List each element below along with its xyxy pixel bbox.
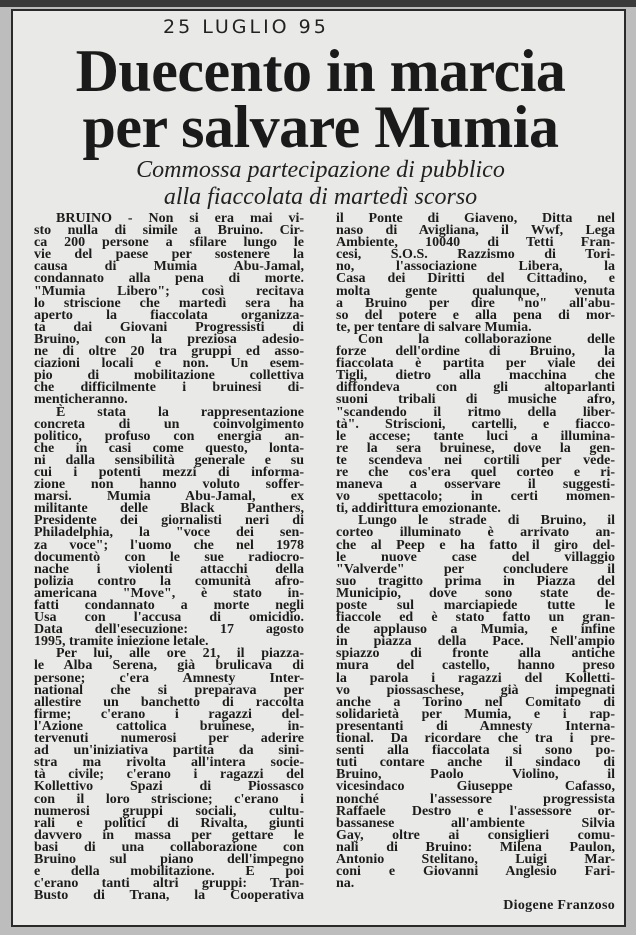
text-line: marsi. Mumia Abu-Jamal, ex <box>34 489 304 505</box>
text-line: davvero in massa per gettare le <box>34 827 304 843</box>
newspaper-clipping <box>11 9 626 927</box>
text-line: nonché l'assessore progressista <box>336 791 615 807</box>
text-line: te scendeva nei cortili per vede- <box>336 452 615 468</box>
text-line: re che cos'era quel corteo e ri- <box>336 464 615 480</box>
article-paragraph <box>336 331 615 517</box>
text-line: national che si preparava per <box>34 682 304 698</box>
text-line: Kollettivo Spazi di Piossasco <box>34 779 304 795</box>
text-line: che difficilmente i bruinesi di- <box>34 380 304 396</box>
subheadline-line: Commossa partecipazione di pubblico <box>136 157 505 183</box>
text-line: che in casi come questo, lonta- <box>34 440 304 456</box>
text-line: che al Peep e ha fatto il giro del- <box>336 537 615 553</box>
text-line: Bruino sul piano dell'impegno <box>34 851 304 867</box>
text-line: americana "Move", è stato in- <box>34 585 304 601</box>
text-line: tà civile; c'erano i ragazzi del <box>34 767 304 783</box>
text-line: ni dalla sensibilità generale e su <box>34 452 304 468</box>
text-line: in piazza della Pace. Nell'ampio <box>336 634 615 650</box>
text-line: Tigli, dietro alla macchina che <box>336 368 615 384</box>
text-line: nache i violenti attacchi della <box>34 561 304 577</box>
text-line: 1995, tramite iniezione letale. <box>34 634 209 650</box>
text-line: basi di una collaborazione con <box>34 839 304 855</box>
text-line: coni e Giovanni Anglesio Fari- <box>336 864 615 880</box>
text-line: con il loro striscione; c'erano i <box>34 791 304 807</box>
text-line: tervenuti numerosi per aderire <box>34 731 304 747</box>
text-line: Raffaele Destro e l'assessore or- <box>336 803 615 819</box>
text-line: Usa con l'accusa di omicidio. <box>34 610 304 626</box>
text-line: forze dell'ordine di Bruino, la <box>336 344 615 360</box>
text-line: Municipio, dove sono state de- <box>336 585 615 601</box>
article-paragraph <box>336 515 615 890</box>
text-line: Bruino, Paolo Violino, il <box>336 767 615 783</box>
article-column-1 <box>34 213 304 902</box>
text-line: il Ponte di Giaveno, Ditta nel <box>336 211 615 226</box>
text-line: suo tragitto prima in Piazza del <box>336 573 615 589</box>
text-line: a Bruino per dire "no" all'abu- <box>336 295 615 311</box>
scan-top-edge <box>0 0 636 7</box>
text-line: BRUINO - Non si era mai vi- <box>56 211 304 226</box>
text-line: zione non hanno voluto soffer- <box>34 477 304 493</box>
article-paragraph <box>336 213 615 334</box>
text-line: solidarietà per Mumia, e i rap- <box>336 706 615 722</box>
text-line: numerosi gruppi sociali, cultu- <box>34 803 304 819</box>
text-line: È stata la rappresentazione <box>56 404 304 420</box>
text-line: anche a Torino nel Comitato di <box>336 694 615 710</box>
byline: Diogene Franzoso <box>503 898 615 913</box>
text-line: Bruino, con la preziosa adesio- <box>34 331 304 347</box>
text-line: spiazzo di fronte alla antiche <box>336 646 615 662</box>
text-line: allestire un banchetto di raccolta <box>34 694 304 710</box>
text-line: mura del castello, hanno preso <box>336 658 615 674</box>
text-line: rali e politici di Rivalta, giunti <box>34 815 304 831</box>
text-line: vo piossaschese, già impegnati <box>336 682 615 698</box>
subheadline <box>13 157 628 211</box>
text-line: "Valverde" per concludere il <box>336 561 615 577</box>
article-paragraph <box>34 648 304 902</box>
text-line: le Alba Serena, già brulicava di <box>34 658 304 674</box>
text-line: concreta di un coinvolgimento <box>34 416 304 432</box>
text-line: sto nulla di simile a Bruino. Cir- <box>34 223 304 239</box>
text-line: tional. Da ricordare che tra i pre- <box>336 731 615 747</box>
text-line: Data dell'esecuzione: 17 agosto <box>34 622 304 638</box>
text-line: documentò con le sue radiocro- <box>34 549 304 565</box>
text-line: za voce"; l'uomo che nel 1978 <box>34 537 304 553</box>
text-line: persone; c'era Amnesty Inter- <box>34 670 304 686</box>
text-line: pio di mobilitazione collettiva <box>34 368 304 384</box>
text-line: militante delle Black Panthers, <box>34 501 304 517</box>
text-line: Philadelphia, la "voce dei sen- <box>34 525 304 541</box>
text-line: le accese; tante luci a illumina- <box>336 428 615 444</box>
text-line: fiaccolata è partita per viale dei <box>336 356 615 372</box>
text-line: no, l'associazione Libera, la <box>336 259 615 275</box>
text-line: "Mumia Libero"; così recitava <box>34 283 304 299</box>
text-line: vicesindaco Giuseppe Cafasso, <box>336 779 615 795</box>
text-line: le nuove case del villaggio <box>336 549 615 565</box>
text-line: so del potere e alla pena di mor- <box>336 307 615 323</box>
text-line: bassanese all'ambiente Silvia <box>336 815 615 831</box>
text-line: ca 200 persone a sfilare lungo le <box>34 235 304 251</box>
text-line: Lungo le strade di Bruino, il <box>358 513 615 529</box>
article-paragraph <box>34 404 304 650</box>
text-line: poste sul marciapiede tutte le <box>336 598 615 613</box>
text-line: causa di Mumia Abu-Jamal, <box>34 259 304 275</box>
text-line: Presidente dei giornalisti neri di <box>34 513 304 529</box>
text-line: Busto di Trana, la Cooperativa <box>34 888 304 904</box>
text-line: fiaccole ed è stato fatto un gran- <box>336 610 615 626</box>
text-line: Per lui, alle ore 21, il piazza- <box>56 646 304 662</box>
text-line: vo spettacolo; in certi momen- <box>336 489 615 505</box>
article-column-2 <box>336 213 615 890</box>
text-line: ti, addirittura emozionante. <box>336 501 501 517</box>
text-line: c'erano tanti altri gruppi: Tran- <box>34 876 304 892</box>
headline-line: per salvare Mumia <box>82 94 559 160</box>
text-line: maneva a osservare il suggesti- <box>336 477 615 493</box>
text-line: Con la collaborazione delle <box>358 331 615 347</box>
text-line: te, per tentare di salvare Mumia. <box>336 319 532 335</box>
text-line: e della mobilitazione. E poi <box>34 864 304 880</box>
text-line: senti alla fiaccolata si sono po- <box>336 743 615 759</box>
text-line: menticheranno. <box>34 392 128 408</box>
text-line: tà". Striscioni, cartelli, e fiacco- <box>336 416 615 432</box>
text-line: fatti condannato a morte negli <box>34 598 304 613</box>
text-line: aperto la fiaccolata organizza- <box>34 307 304 323</box>
text-line: nali di Bruino: Milena Paulon, <box>336 839 615 855</box>
text-line: "scandendo il ritmo della liber- <box>336 404 615 420</box>
article-paragraph <box>34 213 304 407</box>
text-line: naso di Avigliana, il Wwf, Lega <box>336 223 615 239</box>
text-line: ta dai Giovani Progressisti di <box>34 319 304 335</box>
text-line: Casa dei Diritti del Cittadino, e <box>336 271 615 287</box>
text-line: polizia contro la comunità afro- <box>34 573 304 589</box>
text-line: Gay, oltre ai consiglieri comu- <box>336 827 615 843</box>
subheadline-line: alla fiaccolata di martedì scorso <box>163 184 478 210</box>
headline-line: Duecento in marcia <box>75 38 566 104</box>
text-line: re la sera bruinese, dove la gen- <box>336 440 615 456</box>
text-line: de applauso a Mumia, e infine <box>336 622 615 638</box>
text-line: diffondeva con gli altoparlanti <box>336 380 615 396</box>
text-line: ad un'iniziativa partita da sini- <box>34 743 304 759</box>
text-line: ne di oltre 20 tra gruppi ed asso- <box>34 344 304 360</box>
headline <box>13 38 628 160</box>
text-line: condannato alla pena di morte. <box>34 271 304 287</box>
text-line: politico, profuso con energia an- <box>34 428 304 444</box>
text-line: vie del paese per sostenere la <box>34 247 304 263</box>
text-line: l'Azione cattolica bruinese, in- <box>34 718 304 734</box>
text-line: lo striscione che martedì sera ha <box>34 295 304 311</box>
text-line: molta gente qualunque, venuta <box>336 283 615 299</box>
text-line: ciazioni locali e non. Un esem- <box>34 356 304 372</box>
handwritten-date: 25 LUGLIO 95 <box>163 16 329 38</box>
text-line: Ambiente, 10040 di Tetti Fran- <box>336 235 615 251</box>
text-line: cesi, S.O.S. Razzismo di Tori- <box>336 247 615 263</box>
text-line: la parola i ragazzi del Kolletti- <box>336 670 615 686</box>
text-line: presentanti di Amnesty Interna- <box>336 718 615 734</box>
text-line: na. <box>336 876 355 892</box>
text-line: corteo illuminato è arrivato an- <box>336 525 615 541</box>
text-line: tuti contare anche il sindaco di <box>336 755 615 771</box>
text-line: firme; c'erano i ragazzi del- <box>34 706 304 722</box>
text-line: stra ma rivolta all'intera socie- <box>34 755 304 771</box>
text-line: suoni tribali di musiche afro, <box>336 392 615 408</box>
text-line: cui i potenti mezzi di informa- <box>34 464 304 480</box>
text-line: Antonio Stelitano, Luigi Mar- <box>336 851 615 867</box>
